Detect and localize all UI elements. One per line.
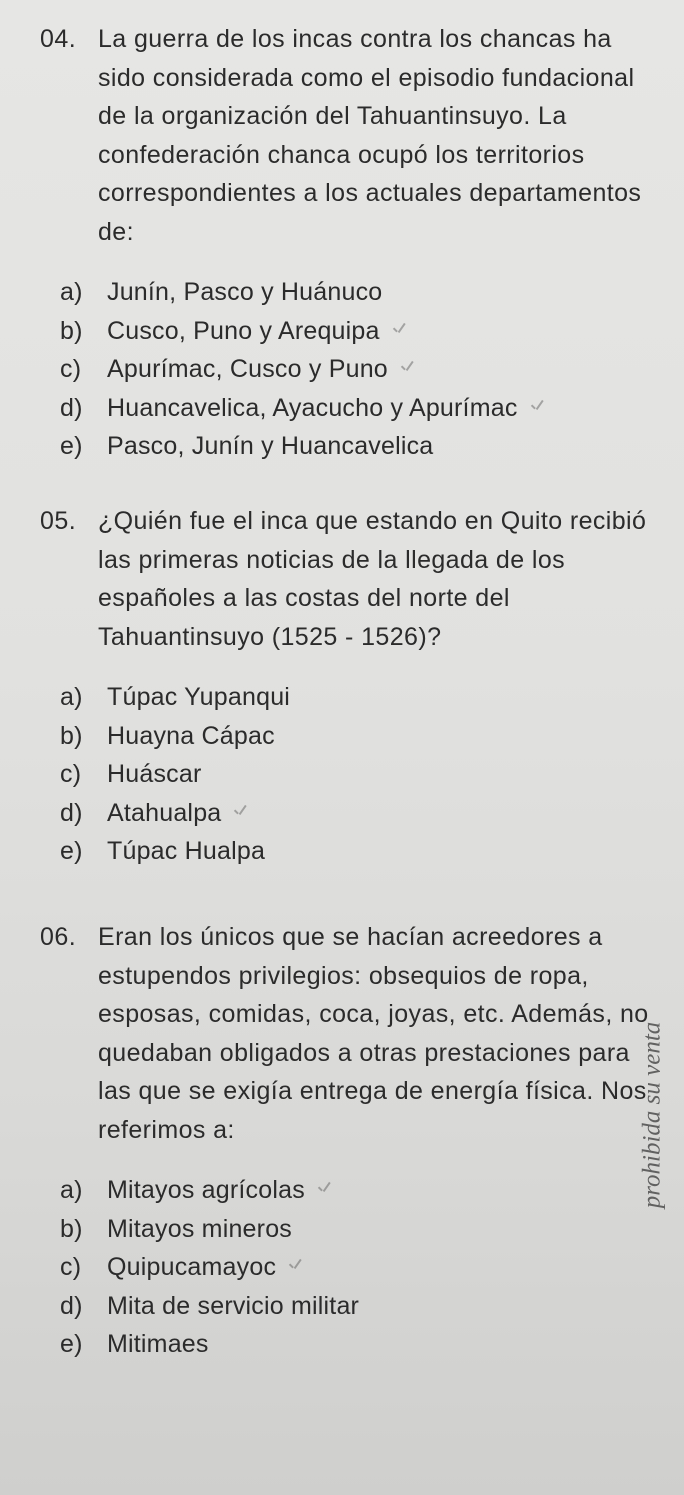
question-number: 04. [40,25,77,53]
question-04 [40,20,660,466]
option-c [60,350,660,389]
pencil-check-mark-icon [392,325,408,337]
question-number: 05. [40,507,77,535]
option-b [60,312,660,351]
option-text: Cusco, Puno y Arequipa [107,316,380,345]
option-d [60,1287,660,1326]
option-a [60,273,660,312]
option-text: Túpac Yupanqui [107,683,291,711]
option-text: Huancavelica, Ayacucho y Apurímac [107,393,518,422]
option-c [60,1248,660,1287]
pencil-check-mark-icon [288,1261,304,1273]
question-06 [40,918,660,1364]
question-text: ¿Quién fue el inca que estando en Quito recibió las primeras noticias de la llegada de los españoles a las costas del norte del Tahuantinsuyo (1525 - 1526)? [98,507,647,651]
option-letter: b) [60,721,83,750]
option-text: Mitimaes [107,1330,209,1358]
option-text: Huáscar [107,760,202,788]
watermark-text: prohibida su venta [638,1021,665,1209]
question-05 [40,502,660,871]
option-letter: d) [60,393,83,422]
option-b [60,1210,660,1249]
option-text: Mita de servicio militar [107,1291,360,1320]
option-text: Pasco, Junín y Huancavelica [107,432,434,460]
pencil-check-mark-icon [233,807,249,819]
option-letter: d) [60,1291,83,1320]
pencil-check-mark-icon [317,1184,333,1196]
option-letter: c) [60,760,82,788]
option-letter: a) [60,278,83,306]
option-letter: e) [60,1330,83,1358]
option-text: Quipucamayoc [107,1253,277,1281]
option-e [60,832,660,871]
option-b [60,717,660,756]
option-letter: c) [60,355,82,383]
question-text: La guerra de los incas contra los chancas ha sido considerada como el episodio fundacional de la organización del Tahuantinsuyo. La confederación chanca ocupó los territorios correspondientes a los actuales departamentos de: [98,25,642,246]
option-text: Apurímac, Cusco y Puno [107,355,388,383]
options-list [60,1171,660,1364]
option-letter: e) [60,837,83,865]
option-letter: e) [60,432,83,460]
options-list [60,273,660,466]
option-letter: b) [60,1214,83,1243]
option-e [60,427,660,466]
option-text: Junín, Pasco y Huánuco [107,278,383,306]
option-text: Mitayos agrícolas [107,1176,305,1204]
option-a [60,678,660,717]
option-text: Huayna Cápac [107,721,275,750]
pencil-check-mark-icon [400,363,416,375]
pencil-check-mark-icon [530,402,546,414]
option-d [60,389,660,428]
option-letter: c) [60,1253,82,1281]
option-c [60,755,660,794]
option-letter: a) [60,683,83,711]
question-number: 06. [40,923,77,951]
watermark [632,1021,672,1209]
option-letter: d) [60,798,83,827]
option-text: Túpac Hualpa [107,837,266,865]
options-list [60,678,660,871]
option-a [60,1171,660,1210]
option-text: Atahualpa [107,798,222,827]
option-e [60,1325,660,1364]
option-d [60,794,660,833]
question-text: Eran los únicos que se hacían acreedores a estupendos privilegios: obsequios de ropa, esposas, comidas, coca, joyas, etc. Además, no quedaban obligados a otras prestaciones para las que se exigía entrega de energía física. Nos referimos a: [98,923,649,1144]
option-letter: a) [60,1176,83,1204]
option-text: Mitayos mineros [107,1214,292,1243]
option-letter: b) [60,316,83,345]
